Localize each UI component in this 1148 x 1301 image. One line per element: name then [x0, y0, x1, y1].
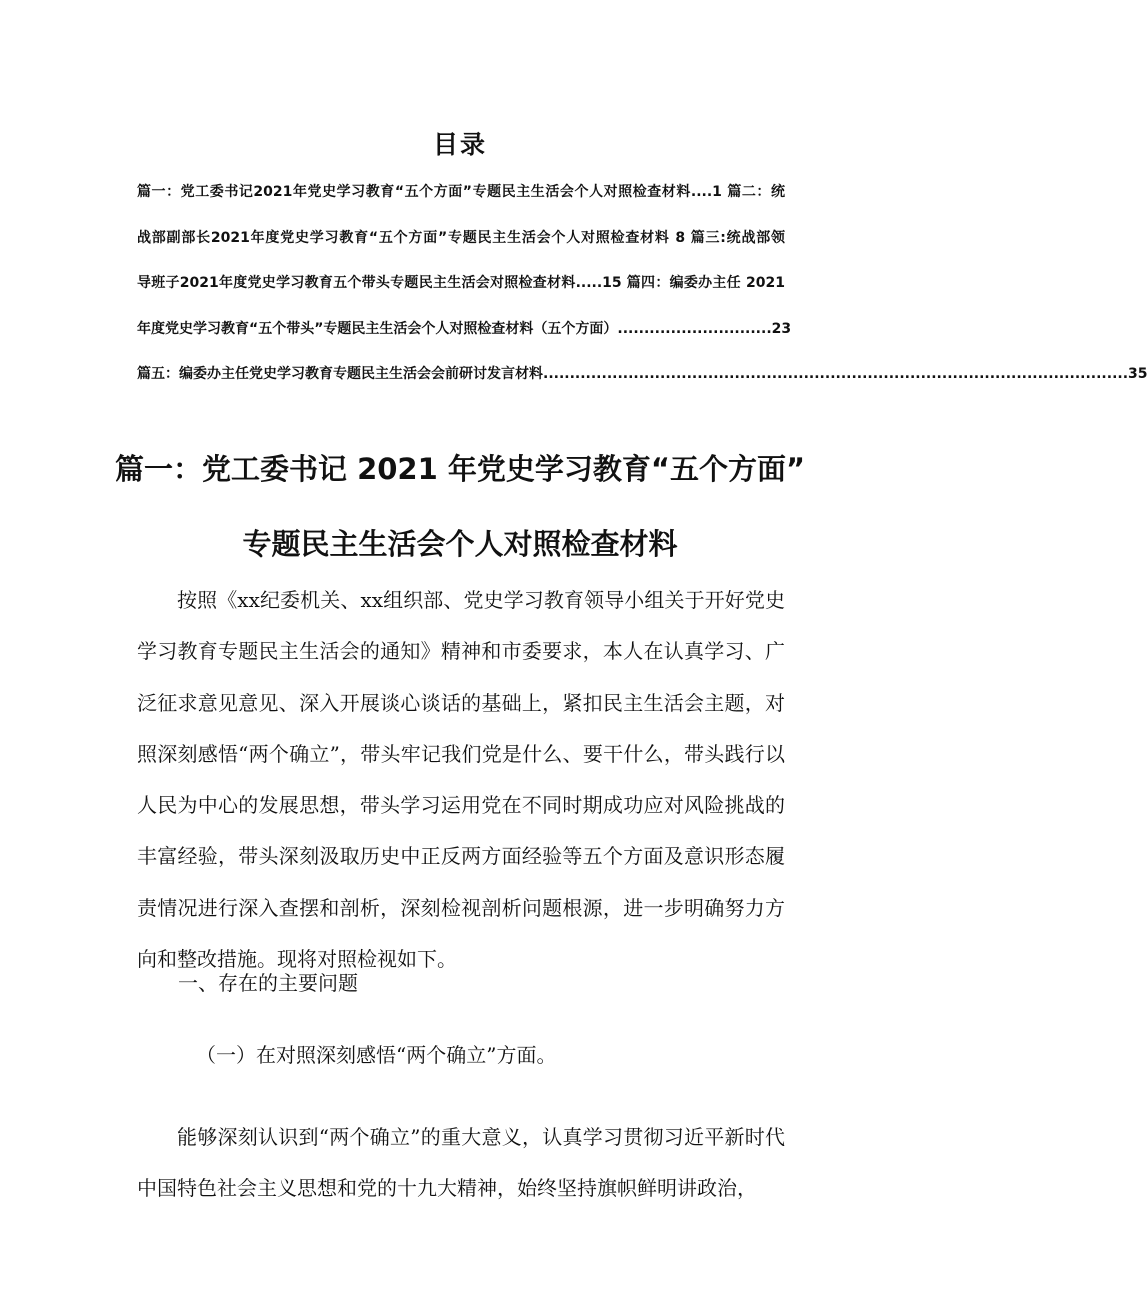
toc-title: 目录: [432, 130, 487, 159]
toc-line-3[interactable]: 导班子2021年度党史学习教育五个带头专题民主生活会对照检查材料.....15 篇四：编委办主任 2021: [137, 275, 785, 291]
heading-line-1: 篇一：党工委书记 2021 年党史学习教育“五个方面”: [114, 452, 806, 486]
article-heading: [0, 432, 920, 582]
toc-entry-text: 篇五：编委办主任党史学习教育专题民主生活会会前研讨发言材料: [137, 366, 543, 382]
body-paragraph-1: 按照《xx纪委机关、xx组织部、党史学习教育领导小组关于开好党史学习教育专题民主生活会的通知》精神和市委要求，本人在认真学习、广泛征求意见意见、深入开展谈心谈话的基础上，紧扣民主生活会主题，对照深刻感悟“两个确立”，带头牢记我们党是什么、要干什么，带头践行以人民为中心的发展思想，带头学习运用党在不同时期成功应对风险挑战的丰富经验，带头深刻汲取历史中正反两方面经验等五个方面及意识形态履责情况进行深入查摆和剖析，深刻检视剖析问题根源，进一步明确努力方向和整改措施。现将对照检视如下。: [137, 588, 785, 972]
toc-line-4[interactable]: 年度党史学习教育“五个带头”专题民主生活会个人对照检查材料（五个方面）.............................23: [137, 320, 792, 337]
toc-line-2[interactable]: 战部副部长2021年度党史学习教育“五个方面”专题民主生活会个人对照检查材料 8 篇三:统战部领: [137, 229, 785, 246]
subsection-heading-1: （一）在对照深刻感悟“两个确立”方面。: [196, 1043, 557, 1067]
body-paragraph-2: 能够深刻认识到“两个确立”的重大意义，认真学习贯彻习近平新时代中国特色社会主义思想和党的十九大精神，始终坚持旗帜鲜明讲政治，: [137, 1125, 785, 1200]
toc-line-5[interactable]: [137, 352, 1148, 398]
toc-page-number: 35: [1128, 366, 1148, 382]
heading-line-2: 专题民主生活会个人对照检查材料: [242, 527, 678, 561]
article-body: [137, 575, 785, 985]
toc-dot-leader: ..............................................................................................................: [543, 366, 1129, 382]
table-of-contents: [137, 170, 1148, 398]
section-heading-1: 一、存在的主要问题: [178, 971, 358, 995]
toc-line-1[interactable]: 篇一：党工委书记2021年党史学习教育“五个方面”专题民主生活会个人对照检查材料....1 篇二：统: [137, 184, 785, 200]
